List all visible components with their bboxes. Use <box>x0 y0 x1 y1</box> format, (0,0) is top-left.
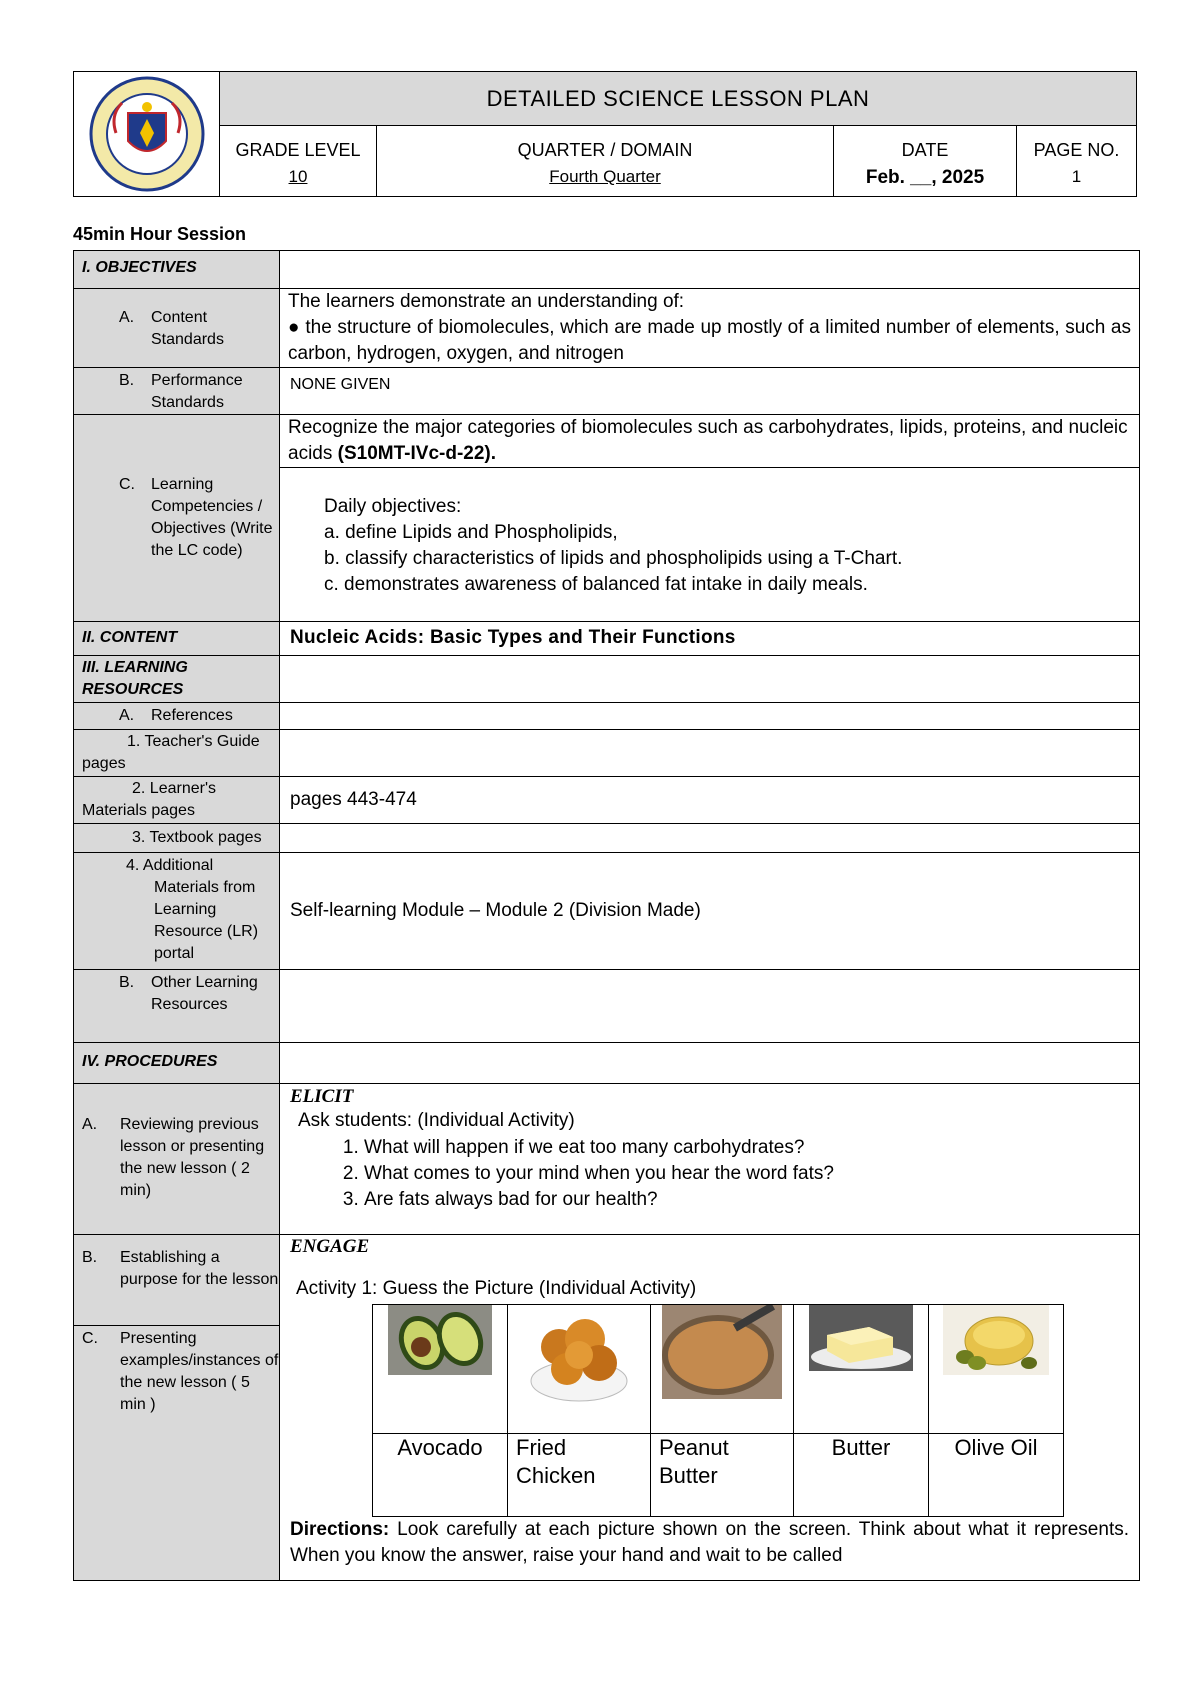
elicit-row <box>74 1084 1140 1235</box>
quarter-value: Fourth Quarter <box>549 167 661 186</box>
grade-level-label: GRADE LEVEL <box>235 140 361 160</box>
daily-objective-item: a. define Lipids and Phospholipids, <box>324 522 618 543</box>
elicit-intro: Ask students: (Individual Activity) <box>298 1110 575 1131</box>
quarter-cell <box>377 126 834 196</box>
competencies-row <box>74 415 1140 468</box>
procedure-a-letter: A. <box>82 1116 98 1133</box>
references-row <box>74 703 1140 730</box>
additional-materials-row <box>74 853 1140 970</box>
butter-picture <box>794 1305 929 1434</box>
elicit-phase-label: ELICIT <box>290 1086 354 1107</box>
procedure-b-label: Establishing a purpose for the lesson <box>120 1249 279 1288</box>
additional-materials-label: 4. Additional Materials from Learning Resource (LR) portal <box>126 857 259 962</box>
procedures-heading: IV. PROCEDURES <box>82 1053 218 1070</box>
textbook-label: 3. Textbook pages <box>132 829 262 846</box>
other-resources-row <box>74 970 1140 1043</box>
objectives-heading: I. OBJECTIVES <box>82 259 197 276</box>
directions-label: Directions: <box>290 1519 390 1540</box>
lesson-topic: Nucleic Acids: Basic Types and Their Functions <box>280 622 1140 656</box>
other-resources-label: Other Learning Resources <box>151 974 258 1013</box>
page-number-cell <box>1017 126 1136 196</box>
references-label: References <box>151 707 233 724</box>
engage-row <box>74 1235 1140 1326</box>
references-letter: A. <box>119 707 135 724</box>
content-standards-intro: The learners demonstrate an understanding of: <box>288 291 685 312</box>
date-label: DATE <box>901 140 949 160</box>
date-cell <box>834 126 1017 196</box>
competencies-letter: C. <box>119 476 135 493</box>
competencies-label: Learning Competencies / Objectives (Write the LC code) <box>151 476 273 559</box>
procedure-c-label: Presenting examples/instances of the new lesson ( 5 min ) <box>120 1330 279 1413</box>
daily-objectives-heading: Daily objectives: <box>324 496 462 517</box>
date-value: Feb. __, 2025 <box>865 167 985 188</box>
content-heading: II. CONTENT <box>82 629 178 646</box>
olive-oil-picture <box>929 1305 1064 1434</box>
resources-heading: III. LEARNING RESOURCES <box>82 659 188 698</box>
lesson-plan-table <box>73 250 1140 1581</box>
content-standards-text: ● the structure of biomolecules, which are made up mostly of a limited number of elements, such as carbon, hydrogen, oxygen, and nitrogen <box>288 317 1131 364</box>
performance-standards-letter: B. <box>119 372 135 389</box>
elicit-question-list <box>290 1135 1129 1213</box>
procedure-c-letter: C. <box>82 1330 98 1347</box>
page-number-label: PAGE NO. <box>1033 140 1120 160</box>
activity-directions <box>290 1517 1129 1569</box>
procedures-heading-row <box>74 1043 1140 1084</box>
fried-chicken-picture <box>508 1305 651 1434</box>
procedure-a-label: Reviewing previous lesson or presenting the new lesson ( 2 min) <box>120 1116 265 1199</box>
learners-materials-row <box>74 777 1140 824</box>
lesson-plan-header <box>73 71 1137 197</box>
content-row <box>74 622 1140 656</box>
avocado-picture <box>373 1305 508 1434</box>
content-standards-letter: A. <box>119 309 135 326</box>
elicit-question: 2. What comes to your mind when you hear the word fats? <box>364 1161 1129 1187</box>
elicit-question: 1. What will happen if we eat too many carbohydrates? <box>364 1135 1129 1161</box>
procedure-b-letter: B. <box>82 1249 98 1266</box>
content-standards-row <box>74 289 1140 368</box>
document-title: DETAILED SCIENCE LESSON PLAN <box>220 72 1136 126</box>
activity-title: Activity 1: Guess the Picture (Individual Activity) <box>296 1278 697 1299</box>
performance-standards-label: Performance Standards <box>151 372 243 411</box>
grade-level-cell <box>220 126 377 196</box>
daily-objective-item: c. demonstrates awareness of balanced fat intake in daily meals. <box>324 574 868 595</box>
elicit-question: 3. Are fats always bad for our health? <box>364 1187 1129 1213</box>
guess-the-picture-table <box>372 1304 1064 1517</box>
competency-code: (S10MT-IVc-d-22). <box>337 443 497 464</box>
food-name-cell: Fried Chicken <box>508 1434 651 1517</box>
deped-seal-logo <box>74 72 220 196</box>
performance-standards-value: NONE GIVEN <box>280 368 1140 415</box>
peanut-butter-picture <box>651 1305 794 1434</box>
engage-phase-label: ENGAGE <box>290 1236 370 1257</box>
directions-text: Look carefully at each picture shown on the screen. Think about what it represents. When you know the answer, raise your hand and wait to be called <box>290 1519 1129 1566</box>
food-name-cell: Peanut Butter <box>651 1434 794 1517</box>
competency-text: Recognize the major categories of biomolecules such as carbohydrates, lipids, proteins, and nucleic acids <box>288 417 1128 464</box>
session-duration: 45min Hour Session <box>73 224 247 244</box>
quarter-label: QUARTER / DOMAIN <box>517 140 693 160</box>
learners-materials-label: 2. Learner's Materials pages <box>82 780 216 819</box>
food-name-cell: Butter <box>794 1434 929 1517</box>
additional-materials-value: Self-learning Module – Module 2 (Division Made) <box>280 853 1140 970</box>
textbook-row <box>74 824 1140 853</box>
objectives-heading-row <box>74 251 1140 289</box>
daily-objective-item: b. classify characteristics of lipids and phospholipids using a T-Chart. <box>324 548 903 569</box>
learners-materials-value: pages 443-474 <box>280 777 1140 824</box>
page-number-value: 1 <box>1071 167 1082 186</box>
food-name-cell: Avocado <box>373 1434 508 1517</box>
teachers-guide-label: 1. Teacher's Guide pages <box>82 733 260 772</box>
performance-standards-row <box>74 368 1140 415</box>
food-name-cell: Olive Oil <box>929 1434 1064 1517</box>
other-resources-letter: B. <box>119 974 135 991</box>
grade-level-value: 10 <box>288 167 308 186</box>
content-standards-label: Content Standards <box>151 309 224 348</box>
resources-heading-row <box>74 656 1140 703</box>
teachers-guide-row <box>74 730 1140 777</box>
